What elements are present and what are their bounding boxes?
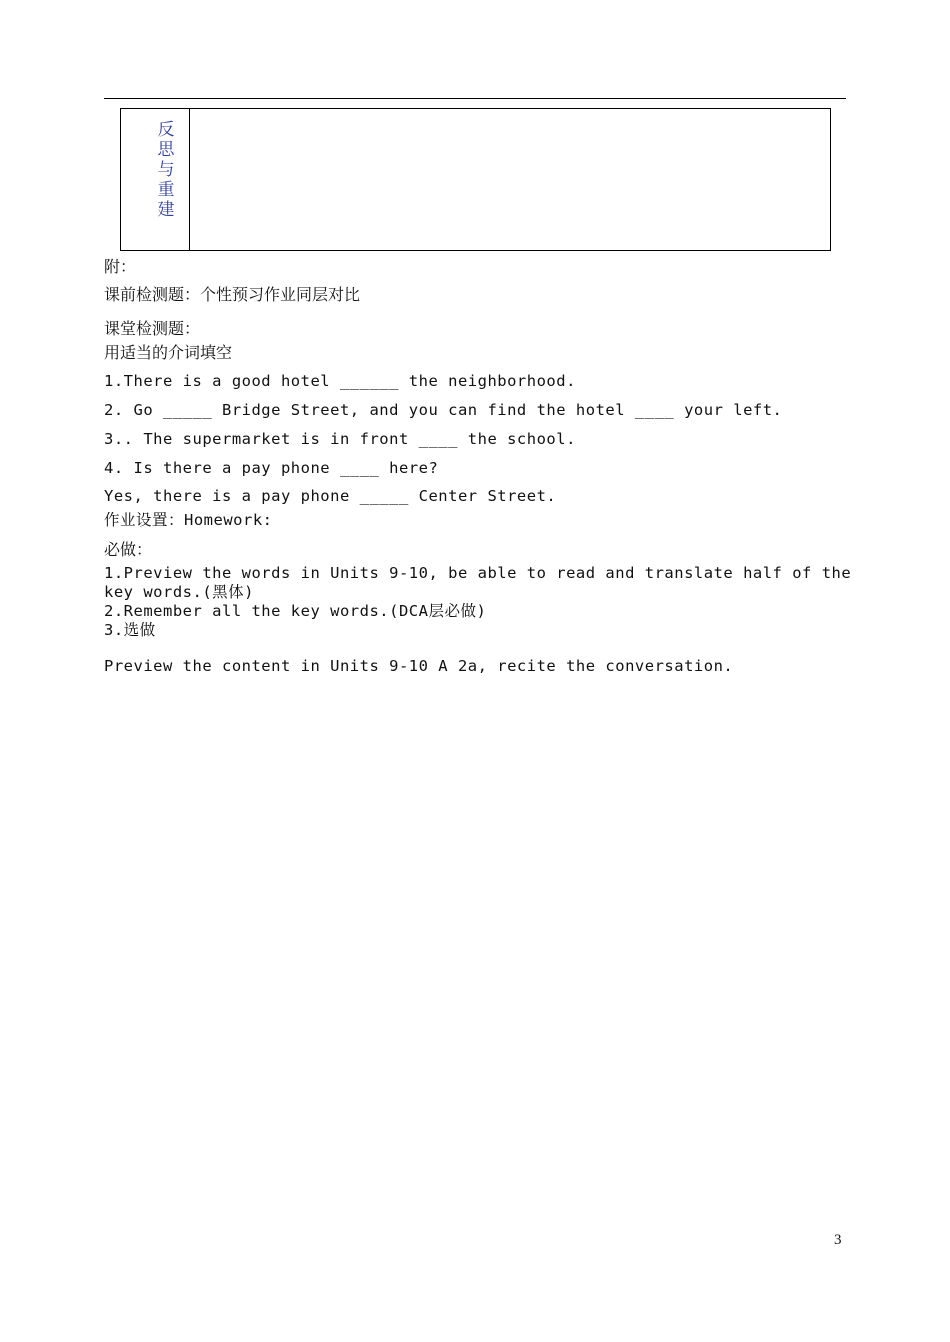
header-rule — [104, 98, 846, 99]
page-number: 3 — [834, 1232, 842, 1248]
question-4: 4. Is there a pay phone ____ here? — [104, 459, 439, 477]
question-2: 2. Go _____ Bridge Street, and you can find the hotel ____ your left. — [104, 401, 783, 419]
label-char: 建 — [157, 200, 175, 220]
label-char: 重 — [157, 180, 175, 200]
homework-item-1-line-2: key words.(黑体) — [104, 583, 254, 601]
question-4-answer: Yes, there is a pay phone _____ Center Street. — [104, 487, 557, 505]
optional-task: Preview the content in Units 9-10 A 2a, recite the conversation. — [104, 657, 734, 675]
label-char: 思 — [157, 140, 175, 160]
reflection-box — [120, 108, 831, 251]
label-char: 反 — [157, 120, 175, 140]
question-3: 3.. The supermarket is in front ____ the school. — [104, 430, 576, 448]
homework-item-2: 2.Remember all the key words.(DCA层必做) — [104, 602, 487, 620]
label-char: 与 — [157, 160, 175, 180]
preclass-test: 课前检测题：个性预习作业同层对比 — [104, 285, 361, 304]
inclass-test-heading: 课堂检测题： — [104, 319, 201, 338]
appendix-heading: 附： — [104, 257, 137, 276]
homework-item-1-line-1: 1.Preview the words in Units 9-10, be able to read and translate half of the — [104, 564, 852, 582]
homework-heading: 作业设置：Homework: — [104, 511, 273, 529]
instruction: 用适当的介词填空 — [104, 343, 233, 362]
required-heading: 必做： — [104, 540, 153, 559]
reflection-label — [155, 120, 177, 220]
homework-item-3: 3.选做 — [104, 621, 156, 639]
box-divider — [189, 109, 190, 250]
question-1: 1.There is a good hotel ______ the neighborhood. — [104, 372, 576, 390]
